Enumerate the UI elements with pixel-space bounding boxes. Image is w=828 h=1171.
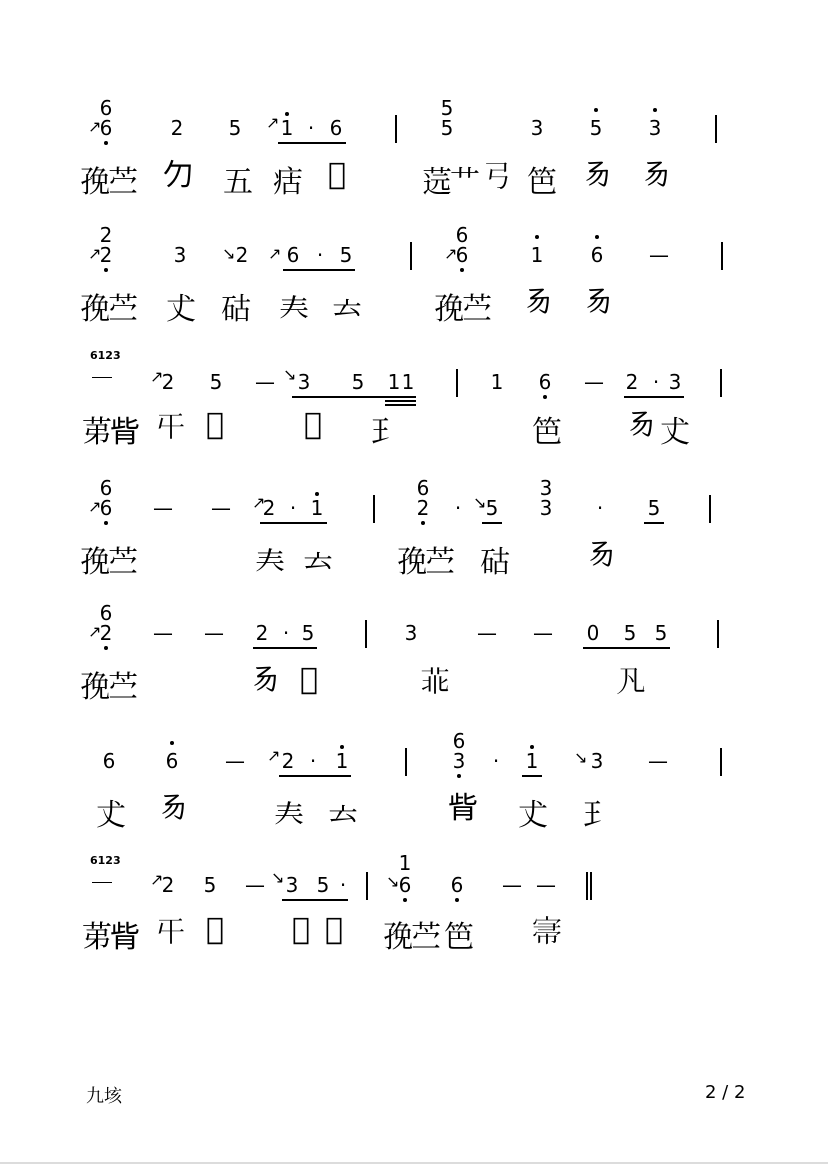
score-line-3 bbox=[0, 345, 828, 455]
tablature-glyph: 䓕艹 bbox=[422, 165, 478, 200]
beam bbox=[482, 522, 502, 524]
note: 6 bbox=[99, 496, 113, 520]
barline bbox=[365, 620, 367, 648]
note-dot: · bbox=[282, 621, 290, 645]
tablature-glyph: 𠃓 bbox=[158, 790, 186, 825]
note: 2 bbox=[262, 496, 276, 520]
tablature-glyph: 笆 bbox=[444, 920, 472, 955]
note: 1 bbox=[401, 370, 415, 394]
lower-octave-dot bbox=[457, 774, 461, 778]
beam bbox=[644, 522, 664, 524]
note: 3 bbox=[668, 370, 682, 394]
slide-mark: ↘ bbox=[271, 868, 285, 887]
tablature-glyph: 㝃苎 bbox=[434, 292, 490, 327]
lower-octave-dot bbox=[170, 741, 174, 745]
note: 2 bbox=[255, 621, 269, 645]
note: 2 bbox=[235, 243, 249, 267]
slide-mark: ↘ bbox=[283, 365, 297, 384]
slide-mark: ↘ bbox=[386, 872, 400, 891]
note-dot: · bbox=[309, 749, 317, 773]
note: 5 bbox=[485, 496, 499, 520]
upper-octave-dot bbox=[653, 108, 657, 112]
slide-mark: ↗ bbox=[150, 870, 164, 889]
note: 5 bbox=[623, 621, 637, 645]
upper-octave-dot bbox=[530, 745, 534, 749]
barline bbox=[405, 748, 407, 776]
slide-mark: ↗ bbox=[88, 622, 102, 641]
note: 2 bbox=[625, 370, 639, 394]
dash: — bbox=[502, 873, 522, 897]
note-dot: · bbox=[289, 496, 297, 520]
tablature-glyph: 𠀋 bbox=[660, 415, 688, 450]
barline bbox=[720, 369, 722, 397]
note: 6 bbox=[538, 370, 552, 394]
note: 2 bbox=[281, 749, 295, 773]
note: 1 bbox=[490, 370, 504, 394]
note-dot: · bbox=[339, 873, 347, 897]
barline bbox=[366, 872, 368, 900]
note: 6 bbox=[286, 243, 300, 267]
tablature-glyph: 𠯠 bbox=[205, 407, 223, 442]
dash: — bbox=[153, 496, 173, 520]
upper-octave-dot bbox=[340, 745, 344, 749]
note: 2 bbox=[161, 873, 175, 897]
tablature-glyph: 𠯠 bbox=[299, 662, 317, 697]
beam bbox=[283, 269, 355, 271]
slide-mark: ↗ bbox=[268, 244, 282, 263]
note: 5 bbox=[647, 496, 661, 520]
note-dot: · bbox=[454, 496, 462, 520]
tablature-glyph: 苐𦙼 bbox=[82, 920, 138, 955]
barline bbox=[373, 495, 375, 523]
dash: — bbox=[204, 621, 224, 645]
tablature-glyph: 𡗗 bbox=[255, 545, 283, 580]
tablature-glyph: 𠃓 bbox=[582, 157, 610, 192]
note: 1 bbox=[387, 370, 401, 394]
note: 3 bbox=[173, 243, 187, 267]
tablature-glyph: 五 bbox=[223, 165, 251, 200]
lower-octave-dot bbox=[104, 141, 108, 145]
tablature-glyph: 𢵜 bbox=[303, 407, 321, 442]
barline bbox=[410, 242, 412, 270]
slide-mark: ↗ bbox=[88, 497, 102, 516]
tablature-glyph: 𠀋 bbox=[518, 798, 546, 833]
tablature-glyph: 𠫓 bbox=[332, 292, 360, 327]
note: 6 bbox=[455, 243, 469, 267]
score-line-1 bbox=[0, 95, 828, 205]
note: 6 bbox=[590, 243, 604, 267]
note-dot: · bbox=[316, 243, 324, 267]
score-line-7 bbox=[0, 850, 828, 960]
beam bbox=[260, 522, 327, 524]
tablature-glyph: 苐𦙼 bbox=[82, 415, 138, 450]
tablature-glyph: 𠚣 bbox=[163, 158, 191, 193]
note-dot: · bbox=[652, 370, 660, 394]
note: 2 bbox=[416, 496, 430, 520]
dash: — bbox=[648, 749, 668, 773]
note-dot: · bbox=[596, 496, 604, 520]
tablature-glyph: 𢎗 bbox=[482, 160, 510, 195]
note: 6 bbox=[165, 749, 179, 773]
tablature-glyph: 𠀋 bbox=[96, 798, 124, 833]
tablature-glyph: 𠀋 bbox=[166, 292, 194, 327]
dash: — bbox=[536, 873, 556, 897]
tablature-glyph: 𤣩 bbox=[371, 415, 399, 450]
tablature-glyph: 𠫓 bbox=[303, 545, 331, 580]
slide-mark: ↘ bbox=[222, 244, 236, 263]
upper-note: 6 bbox=[455, 223, 469, 247]
dash: — bbox=[211, 496, 231, 520]
note: 5 bbox=[339, 243, 353, 267]
upper-octave-dot bbox=[594, 108, 598, 112]
tablature-glyph: 笆 bbox=[532, 415, 560, 450]
tuning-mark bbox=[92, 868, 112, 883]
dash: — bbox=[533, 621, 553, 645]
upper-note: 6 bbox=[99, 601, 113, 625]
beam bbox=[278, 142, 346, 144]
lower-octave-dot bbox=[595, 235, 599, 239]
lower-octave-dot bbox=[104, 268, 108, 272]
upper-note: 6 bbox=[416, 476, 430, 500]
final-barline bbox=[586, 872, 592, 900]
note: 0 bbox=[586, 621, 600, 645]
tablature-glyph: 𠯠 bbox=[327, 157, 345, 192]
note: 5 bbox=[654, 621, 668, 645]
tablature-glyph: 𥑮 bbox=[221, 292, 249, 327]
note: 1 bbox=[335, 749, 349, 773]
beam bbox=[522, 775, 542, 777]
note: 5 bbox=[351, 370, 365, 394]
slide-mark: ↗ bbox=[266, 113, 280, 132]
lower-octave-dot bbox=[460, 268, 464, 272]
note: 5 bbox=[440, 116, 454, 140]
tablature-glyph: 𡨦 bbox=[532, 915, 560, 950]
slide-mark: ↘ bbox=[574, 748, 588, 767]
tablature-glyph: 𡗗 bbox=[274, 798, 302, 833]
barline bbox=[456, 369, 458, 397]
barline bbox=[709, 495, 711, 523]
tablature-glyph: 𡕒 bbox=[156, 915, 184, 950]
tuning-mark bbox=[92, 363, 112, 378]
footer-title: 九垓 bbox=[86, 1086, 122, 1107]
note: 2 bbox=[99, 621, 113, 645]
beam bbox=[385, 404, 416, 406]
tablature-glyph: 𠃓 bbox=[250, 662, 278, 697]
note: 3 bbox=[530, 116, 544, 140]
tablature-glyph: 𡗗 bbox=[279, 292, 307, 327]
tablature-glyph: 𠯠 bbox=[324, 912, 342, 947]
slide-mark: ↗ bbox=[444, 244, 458, 263]
beam bbox=[385, 400, 416, 402]
note: 6 bbox=[102, 749, 116, 773]
barline bbox=[720, 748, 722, 776]
beam bbox=[583, 647, 670, 649]
note: 5 bbox=[228, 116, 242, 140]
note: 2 bbox=[99, 243, 113, 267]
score-line-4 bbox=[0, 475, 828, 585]
upper-note: 5 bbox=[440, 96, 454, 120]
tablature-glyph: 㝃苎 bbox=[383, 920, 439, 955]
tuning-tag: 6123 bbox=[90, 349, 121, 362]
note: 3 bbox=[648, 116, 662, 140]
dash: — bbox=[477, 621, 497, 645]
slide-mark: ↗ bbox=[252, 493, 266, 512]
tablature-glyph: 㽽 bbox=[273, 165, 301, 200]
note: 1 bbox=[310, 496, 324, 520]
tablature-glyph: 㝃苎 bbox=[80, 545, 136, 580]
slide-mark: ↗ bbox=[267, 746, 281, 765]
tuning-tag: 6123 bbox=[90, 854, 121, 867]
note: 6 bbox=[398, 873, 412, 897]
note-dot: · bbox=[307, 116, 315, 140]
lower-octave-dot bbox=[543, 395, 547, 399]
note: 2 bbox=[161, 370, 175, 394]
upper-octave-dot bbox=[535, 235, 539, 239]
tablature-glyph: 𠯠 bbox=[205, 912, 223, 947]
dash: — bbox=[649, 243, 669, 267]
upper-note: 1 bbox=[398, 851, 412, 875]
note: 5 bbox=[209, 370, 223, 394]
upper-note: 6 bbox=[452, 729, 466, 753]
slide-mark: ↗ bbox=[88, 117, 102, 136]
tablature-glyph: 𡕒 bbox=[156, 410, 184, 445]
note: 6 bbox=[99, 116, 113, 140]
lower-octave-dot bbox=[455, 898, 459, 902]
beam bbox=[253, 647, 317, 649]
note: 3 bbox=[452, 749, 466, 773]
dash: — bbox=[584, 370, 604, 394]
tablature-glyph: 𥑮 bbox=[480, 545, 508, 580]
note: 6 bbox=[329, 116, 343, 140]
dash: — bbox=[225, 749, 245, 773]
tablature-glyph: 𦮃 bbox=[420, 665, 448, 700]
note: 1 bbox=[530, 243, 544, 267]
tablature-glyph: 𠃓 bbox=[626, 407, 654, 442]
score-line-5 bbox=[0, 600, 828, 710]
upper-note: 3 bbox=[539, 476, 553, 500]
note: 3 bbox=[404, 621, 418, 645]
upper-note: 6 bbox=[99, 96, 113, 120]
beam bbox=[279, 775, 351, 777]
tablature-glyph: 㝃苎 bbox=[397, 545, 453, 580]
page-bottom-edge bbox=[0, 1162, 828, 1164]
beam bbox=[282, 899, 348, 901]
beam bbox=[624, 396, 684, 398]
tablature-glyph: 𤣩 bbox=[583, 798, 611, 833]
tablature-glyph: 𠃓 bbox=[586, 537, 614, 572]
tablature-glyph: 𠃓 bbox=[641, 157, 669, 192]
lower-octave-dot bbox=[104, 521, 108, 525]
note: 5 bbox=[301, 621, 315, 645]
score-line-6 bbox=[0, 728, 828, 838]
lower-octave-dot bbox=[104, 646, 108, 650]
upper-note: 2 bbox=[99, 223, 113, 247]
dash: — bbox=[153, 621, 173, 645]
tablature-glyph: 𠁽 bbox=[616, 665, 644, 700]
note: 1 bbox=[280, 116, 294, 140]
barline bbox=[721, 242, 723, 270]
lower-octave-dot bbox=[421, 521, 425, 525]
slide-mark: ↘ bbox=[473, 493, 487, 512]
barline bbox=[395, 115, 397, 143]
note: 3 bbox=[285, 873, 299, 897]
upper-octave-dot bbox=[285, 112, 289, 116]
note: 3 bbox=[297, 370, 311, 394]
tablature-glyph: 㝃苎 bbox=[80, 165, 136, 200]
note: 5 bbox=[589, 116, 603, 140]
upper-note: 6 bbox=[99, 476, 113, 500]
note: 5 bbox=[203, 873, 217, 897]
dash: — bbox=[255, 370, 275, 394]
note: 1 bbox=[525, 749, 539, 773]
note: 2 bbox=[170, 116, 184, 140]
barline bbox=[715, 115, 717, 143]
tablature-glyph: 𢵜 bbox=[291, 912, 309, 947]
note-dot: · bbox=[492, 749, 500, 773]
slide-mark: ↗ bbox=[150, 367, 164, 386]
barline bbox=[717, 620, 719, 648]
beam bbox=[292, 396, 416, 398]
lower-octave-dot bbox=[403, 898, 407, 902]
dash: — bbox=[245, 873, 265, 897]
tablature-glyph: 㝃苎 bbox=[80, 670, 136, 705]
tablature-glyph: 𦙼 bbox=[448, 791, 476, 826]
tablature-glyph: 𠃓 bbox=[583, 284, 611, 319]
note: 5 bbox=[316, 873, 330, 897]
tablature-glyph: 笆 bbox=[527, 165, 555, 200]
tablature-glyph: 𠃓 bbox=[523, 284, 551, 319]
tablature-glyph: 𠫓 bbox=[328, 798, 356, 833]
upper-octave-dot bbox=[315, 492, 319, 496]
note: 6 bbox=[450, 873, 464, 897]
note: 3 bbox=[539, 496, 553, 520]
slide-mark: ↗ bbox=[88, 244, 102, 263]
note: 3 bbox=[590, 749, 604, 773]
tablature-glyph: 㝃苎 bbox=[80, 292, 136, 327]
page-number: 2 / 2 bbox=[705, 1082, 746, 1103]
score-line-2 bbox=[0, 222, 828, 332]
